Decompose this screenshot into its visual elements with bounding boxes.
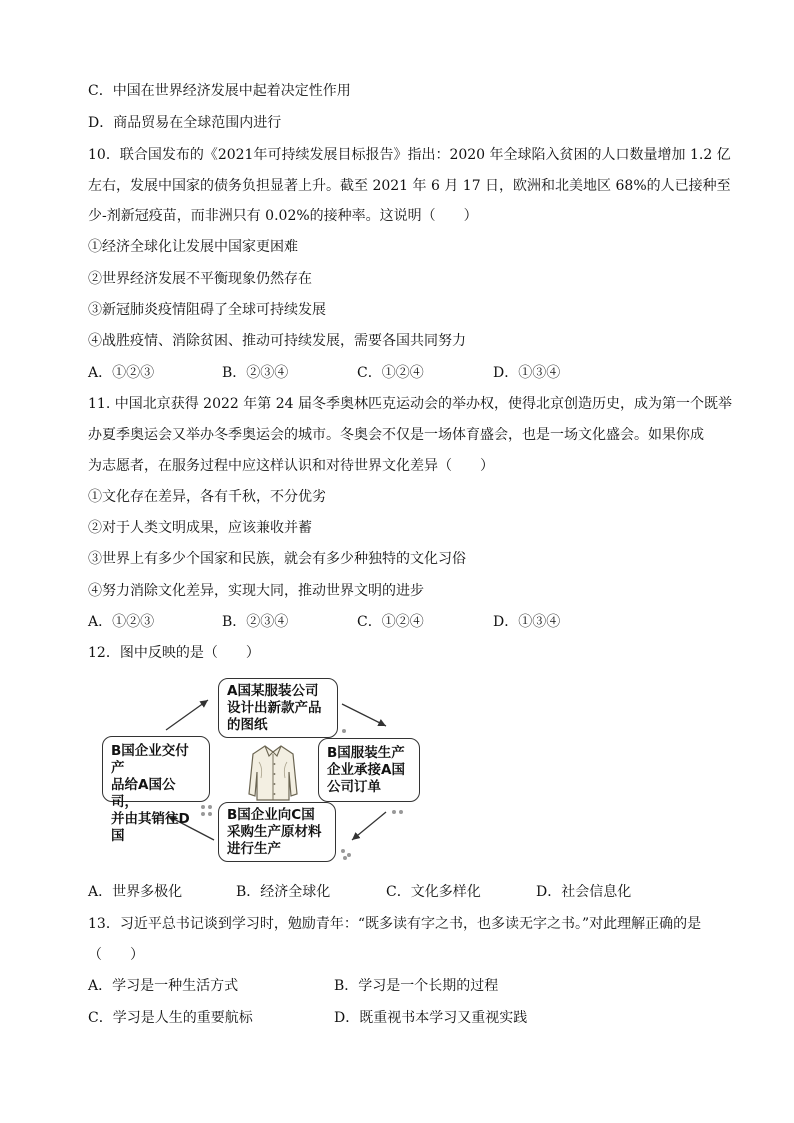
q13-option-b: B．学习是一个长期的过程 bbox=[334, 978, 499, 994]
q11-option-a: A．①②③ bbox=[88, 614, 155, 630]
step-a-line-2: 设计出新款产品 bbox=[227, 700, 322, 716]
q13-option-c: C．学习是人生的重要航标 bbox=[88, 1010, 253, 1026]
arrow-left-to-top bbox=[166, 700, 208, 730]
q10-item-3: ③新冠肺炎疫情阻碍了全球可持续发展 bbox=[88, 302, 326, 318]
q11-item-2: ②对于人类文明成果，应该兼收并蓄 bbox=[88, 520, 312, 536]
q13-option-d: D．既重视书本学习又重视实践 bbox=[334, 1010, 528, 1026]
q10-stem-line-3: 少-剂新冠疫苗，而非洲只有 0.02%的接种率。这说明（ ） bbox=[88, 208, 478, 224]
q11-option-d: D．①③④ bbox=[493, 614, 561, 630]
arrow-right-to-bottom bbox=[352, 812, 386, 840]
globalization-cycle-diagram bbox=[96, 674, 426, 866]
step-a-line-3: 的图纸 bbox=[227, 717, 268, 733]
q12-option-a: A．世界多极化 bbox=[88, 884, 183, 900]
step-d-line-1: B国企业交付产 bbox=[111, 743, 189, 776]
step-b-line-3: 公司订单 bbox=[327, 779, 381, 795]
step-d-line-3: 并由其销往D国 bbox=[111, 811, 190, 844]
q13-stem-line-2: （ ） bbox=[88, 947, 144, 963]
q10-option-d: D．①③④ bbox=[493, 365, 561, 381]
q12-option-d: D．社会信息化 bbox=[536, 884, 632, 900]
q10-item-4: ④战胜疫情、消除贫困、推动可持续发展，需要各国共同努力 bbox=[88, 333, 466, 349]
q11-stem-line-2: 办夏季奥运会又举办冬季奥运会的城市。冬奥会不仅是一场体育盛会，也是一场文化盛会。如果你成 bbox=[88, 427, 704, 443]
q11-item-1: ①文化存在差异，各有千秋，不分优劣 bbox=[88, 489, 326, 505]
q12-option-c: C．文化多样化 bbox=[386, 884, 481, 900]
q10-stem-line-2: 左右，发展中国家的债务负担显著上升。截至 2021 年 6 月 17 日，欧洲和北美地区 68%的人已接种至 bbox=[88, 178, 731, 194]
q11-option-c: C．①②④ bbox=[357, 614, 424, 630]
q10-option-a: A．①②③ bbox=[88, 365, 155, 381]
q9-option-d: D．商品贸易在全球范围内进行 bbox=[88, 115, 282, 131]
step-c-materials bbox=[218, 802, 336, 862]
step-c-line-1: B国企业向C国 bbox=[227, 807, 315, 823]
step-c-line-2: 采购生产原材料 bbox=[227, 824, 322, 840]
step-b-order bbox=[318, 738, 420, 802]
q11-stem-line-3: 为志愿者，在服务过程中应这样认识和对待世界文化差异（ ） bbox=[88, 458, 494, 474]
step-c-line-3: 进行生产 bbox=[227, 841, 281, 857]
step-a-design bbox=[218, 678, 338, 738]
step-d-delivery bbox=[102, 736, 210, 844]
q11-item-4: ④努力消除文化差异，实现大同，推动世界文明的进步 bbox=[88, 583, 424, 599]
q10-stem-line-1: 10．联合国发布的《2021年可持续发展目标报告》指出：2020 年全球陷入贫困的人口数量增加 1.2 亿 bbox=[88, 147, 731, 163]
q12-option-b: B．经济全球化 bbox=[236, 884, 331, 900]
q12-stem: 12．图中反映的是（ ） bbox=[88, 645, 260, 661]
q9-option-c: C．中国在世界经济发展中起着决定性作用 bbox=[88, 83, 351, 99]
q11-stem-line-1: 11. 中国北京获得 2022 年第 24 届冬季奥林匹克运动会的举办权，使得北京创造历史，成为第一个既举 bbox=[88, 396, 732, 412]
step-b-line-1: B国服装生产 bbox=[327, 745, 405, 761]
q11-item-3: ③世界上有多少个国家和民族，就会有多少种独特的文化习俗 bbox=[88, 551, 466, 567]
q10-option-c: C．①②④ bbox=[357, 365, 424, 381]
q10-item-1: ①经济全球化让发展中国家更困难 bbox=[88, 239, 298, 255]
q10-item-2: ②世界经济发展不平衡现象仍然存在 bbox=[88, 271, 312, 287]
step-b-line-2: 企业承接A国 bbox=[327, 762, 405, 778]
q10-option-b: B．②③④ bbox=[222, 365, 289, 381]
q13-stem-line-1: 13．习近平总书记谈到学习时，勉励青年：“既多读有字之书，也多读无字之书。”对此理解正确的是 bbox=[88, 916, 702, 932]
step-a-line-1: A国某服装公司 bbox=[227, 683, 319, 699]
q13-option-a: A．学习是一种生活方式 bbox=[88, 978, 239, 994]
q11-option-b: B．②③④ bbox=[222, 614, 289, 630]
shirt-icon bbox=[247, 742, 299, 802]
arrow-top-to-right bbox=[342, 704, 386, 726]
step-d-line-2: 品给A国公司， bbox=[111, 777, 176, 810]
